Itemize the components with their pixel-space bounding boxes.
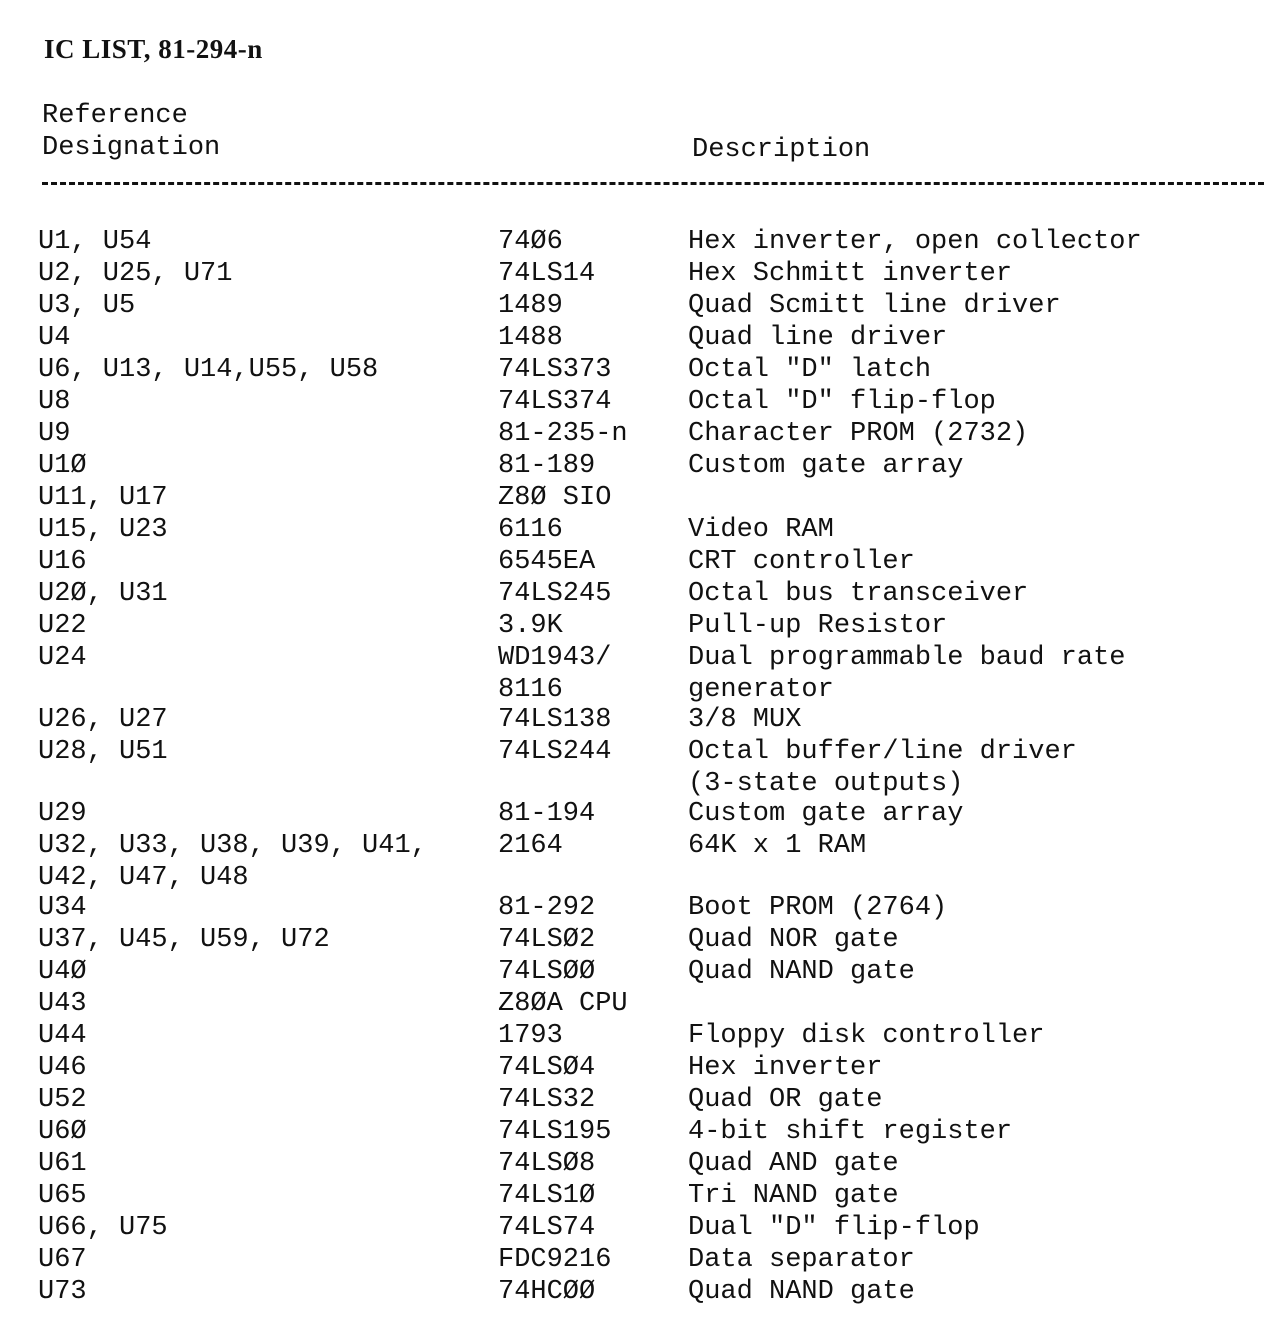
description-line: Custom gate array [688,799,964,829]
description-line: Pull-up Resistor [688,611,948,641]
description-line: Hex inverter [688,1053,883,1083]
reference-designation-line: U52 [38,1085,87,1115]
reference-designation-line: U29 [38,799,87,829]
reference-designation [38,1180,87,1212]
reference-designation-line: U28, U51 [38,737,168,767]
description [688,386,996,418]
description-line: Floppy disk controller [688,1021,1045,1051]
description [688,1212,980,1244]
description [688,514,834,546]
reference-designation [38,1212,168,1244]
part-number [498,354,611,386]
description [688,290,1061,322]
dashed-divider [42,182,1264,185]
part-number [498,482,611,514]
reference-designation-line: U11, U17 [38,483,168,513]
part-number [498,1148,595,1180]
part-number [498,1052,595,1084]
column-header-reference: Reference [42,101,188,131]
part-number [498,386,611,418]
part-number-line: 74LS14 [498,259,596,289]
reference-designation-line: U4 [38,323,71,353]
description-line: Dual programmable baud rate [688,643,1126,673]
part-number-line: 74LS32 [498,1085,596,1115]
table-row [0,924,1280,956]
table-row [0,798,1280,830]
description [688,1244,915,1276]
part-number-line: 74LS245 [498,579,612,609]
part-number-line: FDC9216 [498,1245,612,1275]
reference-designation-line: U32, U33, U38, U39, U41, [38,831,427,861]
table-row [0,1116,1280,1148]
description [688,418,1028,450]
table-row [0,386,1280,418]
part-number-line: 74LSØØ [498,957,596,987]
part-number [498,1116,611,1148]
reference-designation-line: U8 [38,387,71,417]
description [688,642,1125,706]
part-number [498,1244,611,1276]
reference-designation [38,546,87,578]
part-number [498,1084,595,1116]
table-row [0,354,1280,386]
reference-designation [38,892,87,924]
part-number [498,514,563,546]
table-row [0,258,1280,290]
reference-designation-line: U46 [38,1053,87,1083]
part-number-line: 74LS374 [498,387,612,417]
reference-designation-line: U24 [38,643,87,673]
reference-designation [38,578,168,610]
reference-designation-line: U9 [38,419,71,449]
description [688,1052,882,1084]
table-row [0,830,1280,892]
reference-designation-line: U44 [38,1021,87,1051]
reference-designation-line: U42, U47, U48 [38,863,249,893]
table-row [0,1180,1280,1212]
part-number [498,642,611,706]
reference-designation [38,450,87,482]
reference-designation-line: U4Ø [38,957,87,987]
description-line: Character PROM (2732) [688,419,1029,449]
reference-designation [38,610,87,642]
table-row [0,610,1280,642]
reference-designation [38,418,70,450]
reference-designation-line: U26, U27 [38,705,168,735]
part-number-line: 74LS74 [498,1213,596,1243]
table-row [0,892,1280,924]
reference-designation-line: U61 [38,1149,87,1179]
reference-designation [38,482,168,514]
description [688,450,963,482]
description-line: Octal "D" latch [688,355,932,385]
part-number-line: 74LS195 [498,1117,612,1147]
table-row [0,1084,1280,1116]
part-number-line: 74Ø6 [498,227,563,257]
description-line: Hex inverter, open collector [688,227,1142,257]
reference-designation [38,736,168,768]
description-line: 3/8 MUX [688,705,802,735]
reference-designation [38,924,330,956]
description-line: Quad NOR gate [688,925,899,955]
table-row [0,1244,1280,1276]
description [688,610,947,642]
reference-designation [38,322,70,354]
part-number-line: 74LS138 [498,705,612,735]
reference-designation [38,956,87,988]
description [688,546,915,578]
description [688,322,947,354]
table-row [0,514,1280,546]
part-number-line: 8116 [498,675,563,705]
reference-designation [38,514,168,546]
part-number [498,798,595,830]
reference-designation-line: U73 [38,1277,87,1307]
description [688,736,1077,800]
part-number-line: 81-194 [498,799,596,829]
part-number [498,830,563,862]
part-number-line: 74LS1Ø [498,1181,596,1211]
table-row [0,1148,1280,1180]
description-line: CRT controller [688,547,915,577]
part-number [498,892,595,924]
part-number-line: 1489 [498,291,563,321]
description-line: Video RAM [688,515,834,545]
part-number-line: 6545EA [498,547,596,577]
reference-designation [38,1148,87,1180]
part-number-line: 74LSØ8 [498,1149,596,1179]
description [688,956,915,988]
reference-designation [38,988,87,1020]
reference-designation-line: U66, U75 [38,1213,168,1243]
column-header-description: Description [692,135,871,165]
reference-designation [38,354,378,386]
table-row [0,322,1280,354]
part-number-line: Z8ØA CPU [498,989,628,1019]
reference-designation [38,258,232,290]
description-line: Boot PROM (2764) [688,893,948,923]
part-number [498,1212,595,1244]
table-row [0,988,1280,1020]
reference-designation-line: U2, U25, U71 [38,259,233,289]
table-row [0,1276,1280,1308]
part-number [498,1180,595,1212]
description-line: Hex Schmitt inverter [688,259,1013,289]
description [688,1020,1044,1052]
column-header-designation: Designation [42,133,221,163]
table-row [0,736,1280,798]
part-number-line: 74LSØ4 [498,1053,596,1083]
reference-designation-line: U22 [38,611,87,641]
reference-designation [38,1020,87,1052]
table-row [0,290,1280,322]
part-number-line: 74LSØ2 [498,925,596,955]
description [688,1180,899,1212]
ic-list-table [0,226,1280,1308]
reference-designation-line: U16 [38,547,87,577]
reference-designation-line: U15, U23 [38,515,168,545]
reference-designation-line: U1, U54 [38,227,152,257]
reference-designation-line: U6Ø [38,1117,87,1147]
description [688,1116,1012,1148]
description [688,798,963,830]
reference-designation [38,1116,87,1148]
part-number [498,704,611,736]
description-line: Octal "D" flip-flop [688,387,996,417]
reference-designation [38,642,87,674]
part-number [498,578,611,610]
description [688,924,899,956]
part-number [498,924,595,956]
reference-designation [38,290,135,322]
reference-designation [38,386,70,418]
part-number-line: 74LS373 [498,355,612,385]
table-row [0,704,1280,736]
part-number-line: 1793 [498,1021,563,1051]
part-number-line: WD1943/ [498,643,612,673]
part-number [498,450,595,482]
description-line: Octal bus transceiver [688,579,1029,609]
reference-designation [38,1244,87,1276]
description [688,226,1142,258]
table-row [0,450,1280,482]
reference-designation [38,1052,87,1084]
table-row [0,1020,1280,1052]
description-line: Data separator [688,1245,915,1275]
part-number-line: 2164 [498,831,563,861]
reference-designation-line: U1Ø [38,451,87,481]
table-row [0,578,1280,610]
part-number [498,988,628,1020]
table-row [0,1052,1280,1084]
description-line: Quad AND gate [688,1149,899,1179]
table-row [0,418,1280,450]
part-number [498,956,595,988]
description-line: Tri NAND gate [688,1181,899,1211]
reference-designation-line: U65 [38,1181,87,1211]
part-number-line: Z8Ø SIO [498,483,612,513]
reference-designation-line: U37, U45, U59, U72 [38,925,330,955]
part-number-line: 81-292 [498,893,596,923]
description-line: Quad OR gate [688,1085,883,1115]
part-number [498,736,611,768]
description [688,1276,915,1308]
reference-designation [38,798,87,830]
table-row [0,956,1280,988]
reference-designation [38,1084,87,1116]
reference-designation-line: U67 [38,1245,87,1275]
description-line: generator [688,675,834,705]
reference-designation-line: U43 [38,989,87,1019]
description [688,1148,899,1180]
part-number-line: 1488 [498,323,563,353]
part-number-line: 81-235-n [498,419,628,449]
part-number [498,290,563,322]
part-number-line: 6116 [498,515,563,545]
part-number [498,610,563,642]
description-line: Dual "D" flip-flop [688,1213,980,1243]
table-row [0,642,1280,704]
description [688,578,1028,610]
part-number-line: 81-189 [498,451,596,481]
reference-designation [38,1276,87,1308]
part-number [498,226,563,258]
reference-designation-line: U3, U5 [38,291,136,321]
description-line: Quad line driver [688,323,948,353]
table-row [0,546,1280,578]
description-line: Quad Scmitt line driver [688,291,1061,321]
table-row [0,482,1280,514]
description [688,258,1012,290]
reference-designation-line: U2Ø, U31 [38,579,168,609]
part-number-line: 3.9K [498,611,563,641]
description-line: (3-state outputs) [688,769,964,799]
reference-designation [38,704,168,736]
description-line: Octal buffer/line driver [688,737,1077,767]
part-number-line: 74HCØØ [498,1277,596,1307]
reference-designation [38,830,427,894]
description [688,830,866,862]
description-line: 64K x 1 RAM [688,831,867,861]
part-number [498,1020,563,1052]
description-line: Custom gate array [688,451,964,481]
description [688,892,947,924]
part-number [498,322,563,354]
description-line: Quad NAND gate [688,1277,915,1307]
description [688,354,931,386]
reference-designation [38,226,151,258]
part-number [498,258,595,290]
table-row [0,1212,1280,1244]
page-title: IC LIST, 81-294-n [44,34,263,64]
part-number-line: 74LS244 [498,737,612,767]
part-number [498,546,595,578]
part-number [498,1276,595,1308]
description-line: Quad NAND gate [688,957,915,987]
reference-designation-line: U34 [38,893,87,923]
description-line: 4-bit shift register [688,1117,1013,1147]
table-row [0,226,1280,258]
description [688,1084,882,1116]
part-number [498,418,628,450]
reference-designation-line: U6, U13, U14,U55, U58 [38,355,379,385]
description [688,704,801,736]
